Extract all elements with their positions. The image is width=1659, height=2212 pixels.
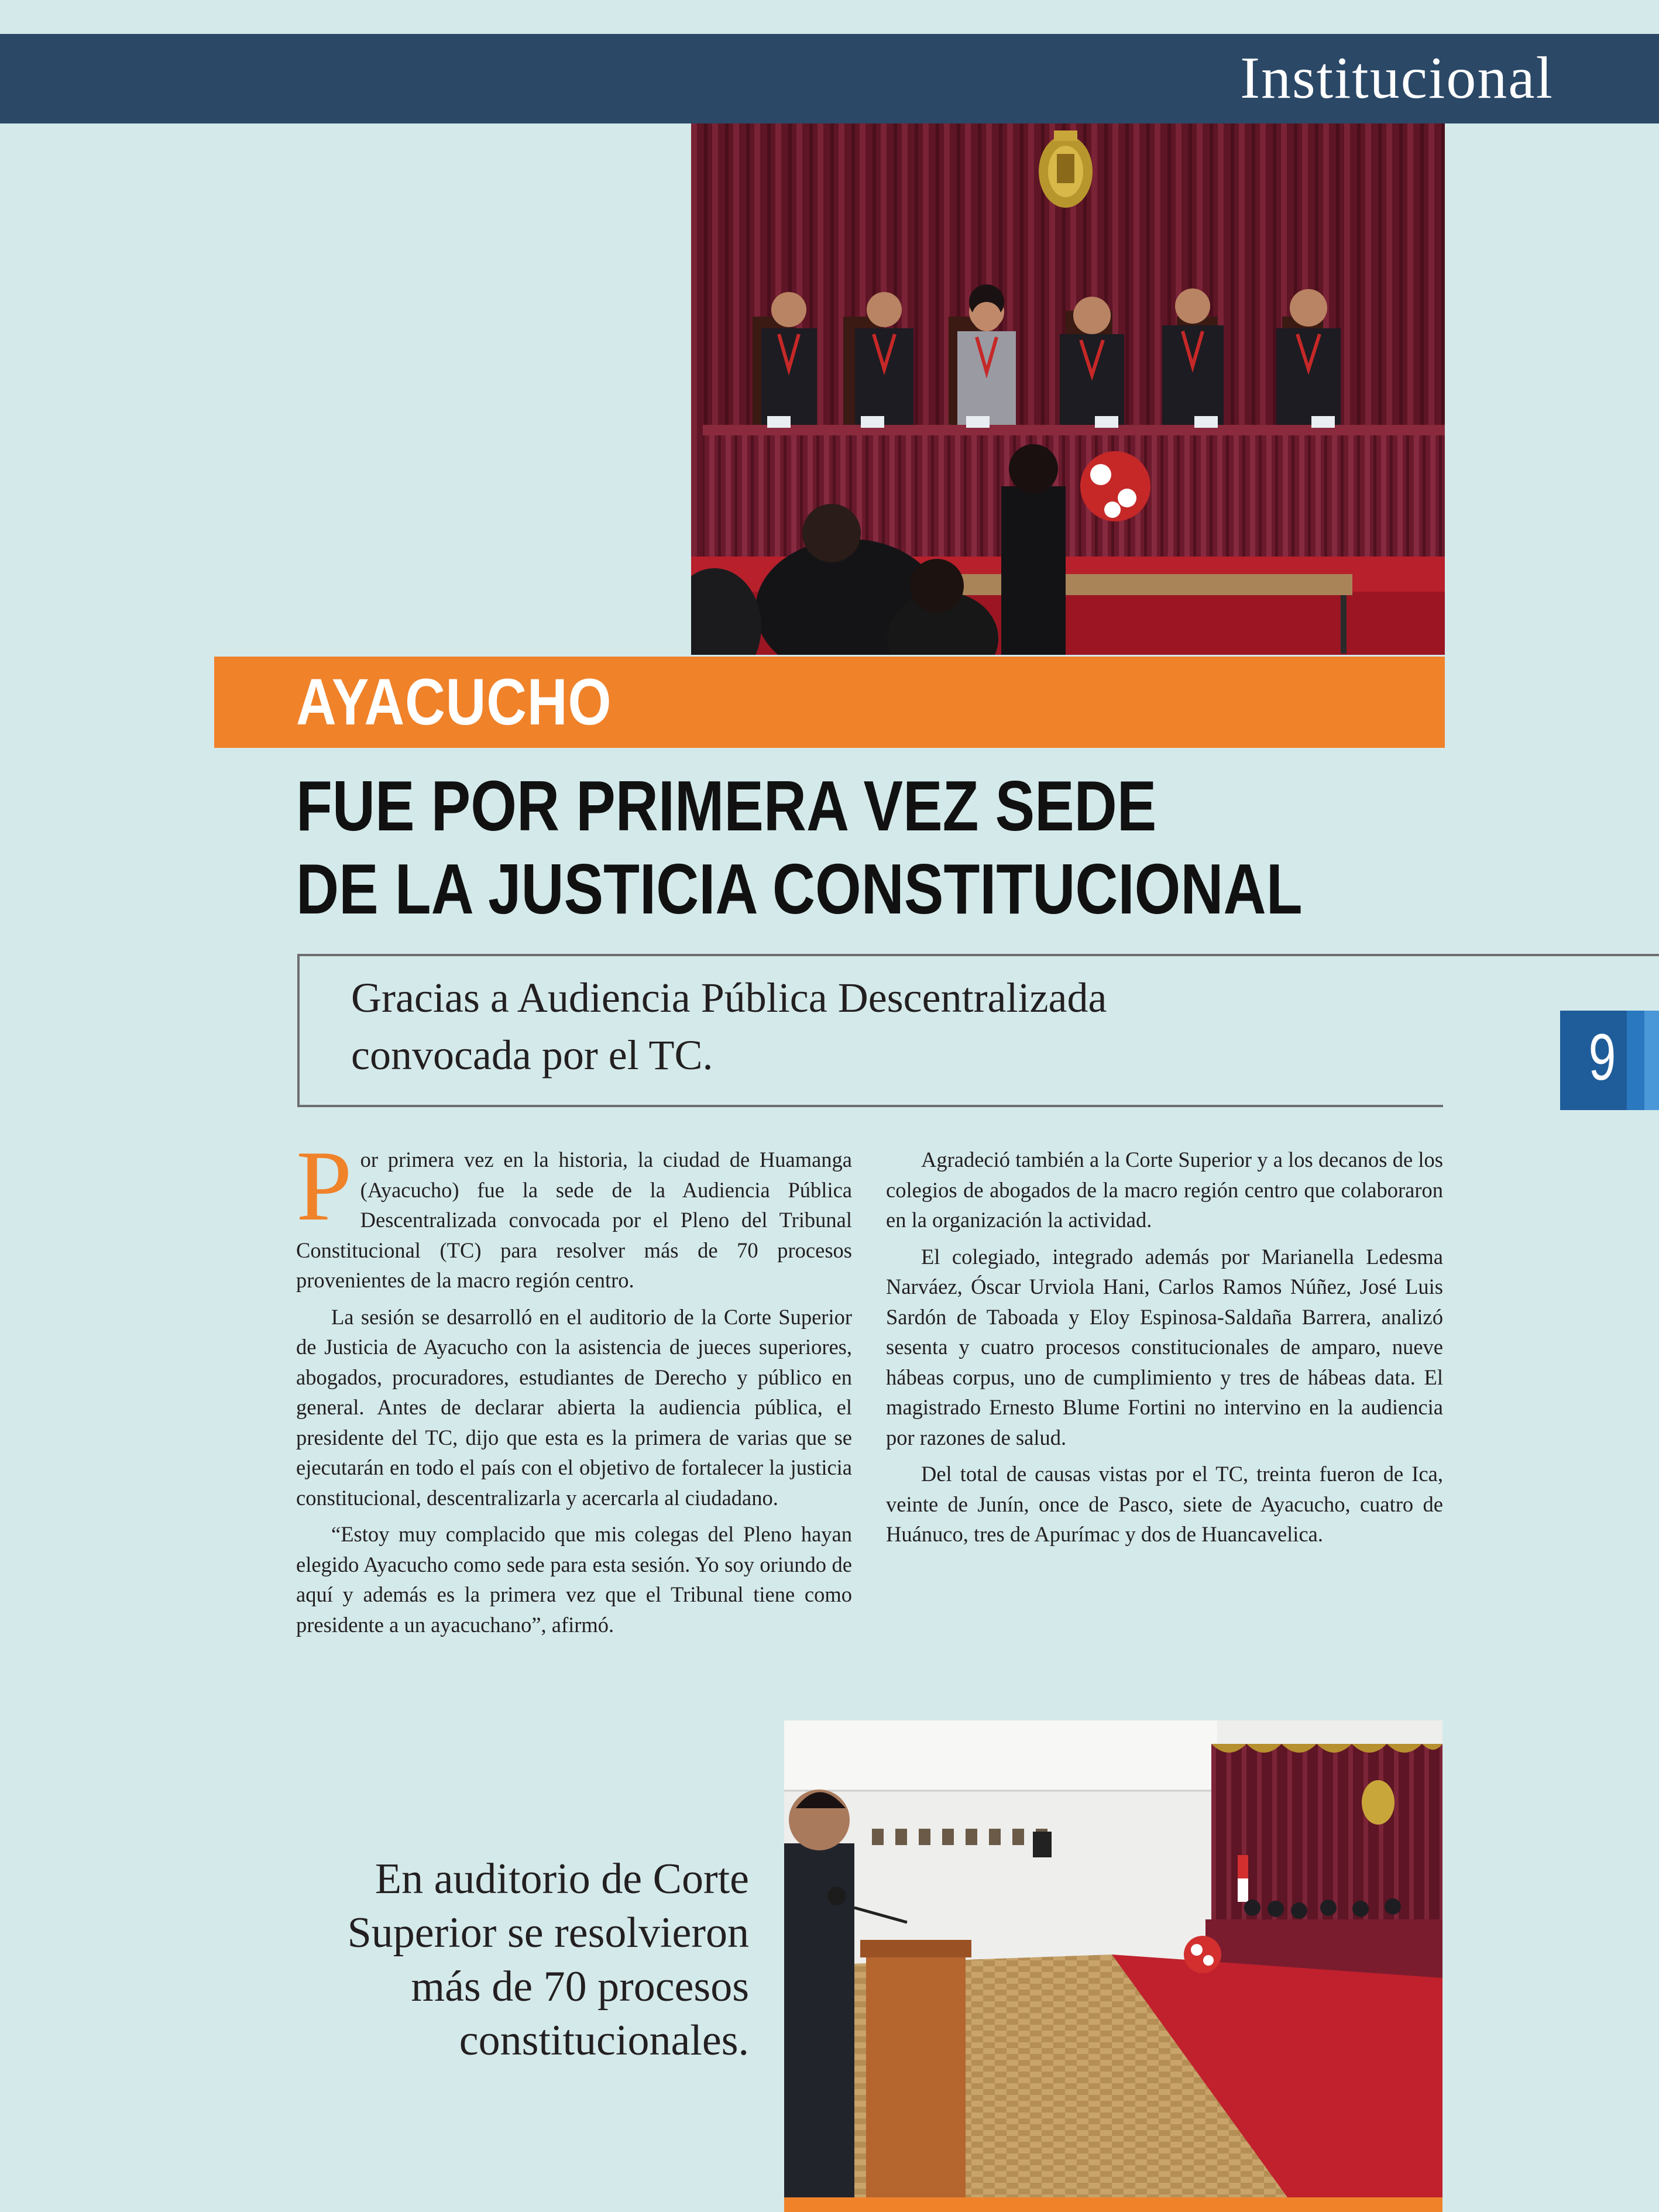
article-subtitle-line: Gracias a Audiencia Pública Descentralizada <box>351 974 1107 1021</box>
article-column-left <box>296 1131 852 1646</box>
bottom-accent-bar <box>784 2197 1442 2212</box>
page-tab-stripe <box>1627 1011 1644 1110</box>
paragraph-text: “Estoy muy complacido que mis colegas del Pleno hayan elegido Ayacucho como sede para esta sesión. Yo soy oriundo de aquí y además es la primera vez que el Tribunal tiene como presidente a un ayacuchano”, afirmó. <box>296 1522 852 1637</box>
article-headline-line: DE LA JUSTICIA CONSTITUCIONAL <box>296 849 1303 929</box>
article-column-right <box>886 1145 1443 1556</box>
article-headline-line: FUE POR PRIMERA VEZ SEDE <box>296 766 1157 846</box>
auditorium-photo <box>784 1720 1442 2197</box>
pull-quote-line: En auditorio de Corte <box>375 1855 749 1903</box>
article-paragraph: El colegiado, integrado además por Marianella Ledesma Narváez, Óscar Urviola Hani, Carlos Ramos Núñez, José Luis Sardón de Taboada y Eloy Espinosa-Saldaña Barrera, analizó sesenta y cuatro procesos constitucionales de amparo, nueve hábeas corpus, uno de cumplimiento y tres de hábeas data. El magistrado Ernesto Blume Fortini no intervino en la audiencia por razones de salud. <box>886 1244 1443 1450</box>
article-subtitle-line: convocada por el TC. <box>351 1032 713 1078</box>
flower-arrangement-icon <box>1080 451 1150 521</box>
page-tab-stripe <box>1644 1011 1659 1110</box>
page-number: 9 <box>1588 1021 1616 1094</box>
pull-quote-line: más de 70 procesos <box>411 1963 749 2011</box>
section-label: Institucional <box>1240 45 1554 111</box>
paragraph-text: or primera vez en la historia, la ciudad de Huamanga (Ayacucho) fue la sede de la Audiencia Pública Descentralizada convocada por el Pleno del Tribunal Constitucional (TC) para resolver más de 70 procesos provenientes de la macro región centro. <box>296 1148 852 1292</box>
subtitle-divider <box>297 1105 1443 1107</box>
article-paragraph: Del total de causas vistas por el TC, treinta fueron de Ica, veinte de Junín, once de Pasco, siete de Ayacucho, cuatro de Huánuco, tres de Apurímac y dos de Huancavelica. <box>886 1462 1443 1546</box>
pull-quote-line: Superior se resolvieron <box>347 1909 749 1957</box>
article-paragraph: La sesión se desarrolló en el auditorio de la Corte Superior de Justicia de Ayacucho con la asistencia de jueces superiores, abogados, procuradores, estudiantes de Derecho y público en general. Antes de declarar abierta la audiencia pública, el presidente del TC, dijo que esta es la primera de varias que se ejecutarán en todo el país con el objetivo de fortalecer la justicia constitucional, descentralizarla y acercarla al ciudadano. <box>296 1304 852 1510</box>
article-kicker: AYACUCHO <box>296 665 612 739</box>
article-paragraph: Agradeció también a la Corte Superior y a los decanos de los colegios de abogados de la macro región centro que colaboraron en la organización la actividad. <box>886 1148 1443 1232</box>
article-paragraph <box>296 1519 852 1640</box>
article-paragraph <box>296 1131 852 1296</box>
pull-quote-line: constitucionales. <box>459 2017 749 2065</box>
tribunal-session-photo <box>691 123 1445 655</box>
drop-cap: P <box>296 1131 352 1242</box>
